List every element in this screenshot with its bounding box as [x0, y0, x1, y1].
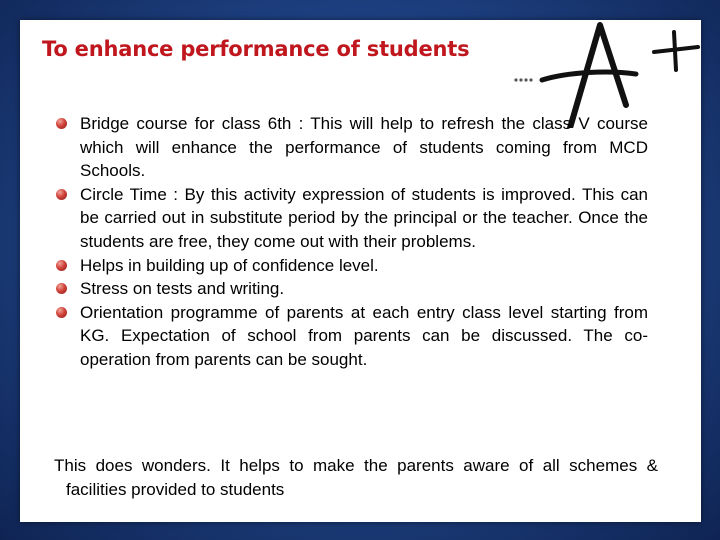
- bullet-text: Helps in building up of confidence level.: [80, 255, 379, 275]
- bullet-text: Orientation programme of parents at each entry class level starting from KG. Expectation of school from parents can be discussed. The co-operation from parents can be sought.: [80, 302, 648, 369]
- bullet-text: Bridge course for class 6th : This will help to refresh the class V course which will enhance the performance of students coming from MCD Schools.: [80, 114, 648, 181]
- bullet-item: [52, 112, 648, 183]
- bullet-text: Circle Time : By this activity expression of students is improved. This can be carried out in substitute period by the principal or the teacher. Once the students are free, they come out with their problems.: [80, 184, 648, 251]
- closing-paragraph: This does wonders. It helps to make the parents aware of all schemes & facilities provided to students: [54, 456, 658, 499]
- bullet-item: [52, 277, 648, 301]
- slide-title: To enhance performance of students: [42, 37, 470, 61]
- bullet-dot-icon: [56, 118, 67, 129]
- bullet-text: Stress on tests and writing.: [80, 279, 285, 299]
- bullet-item: [52, 183, 648, 254]
- bullet-dot-icon: [56, 260, 67, 271]
- bullet-dot-icon: [56, 307, 67, 318]
- bullet-dot-icon: [56, 283, 67, 294]
- bullet-dot-icon: [56, 189, 67, 200]
- bullet-list: [52, 112, 648, 372]
- bullet-item: [52, 301, 648, 372]
- bullet-item: [52, 254, 648, 278]
- slide-panel: [20, 20, 701, 522]
